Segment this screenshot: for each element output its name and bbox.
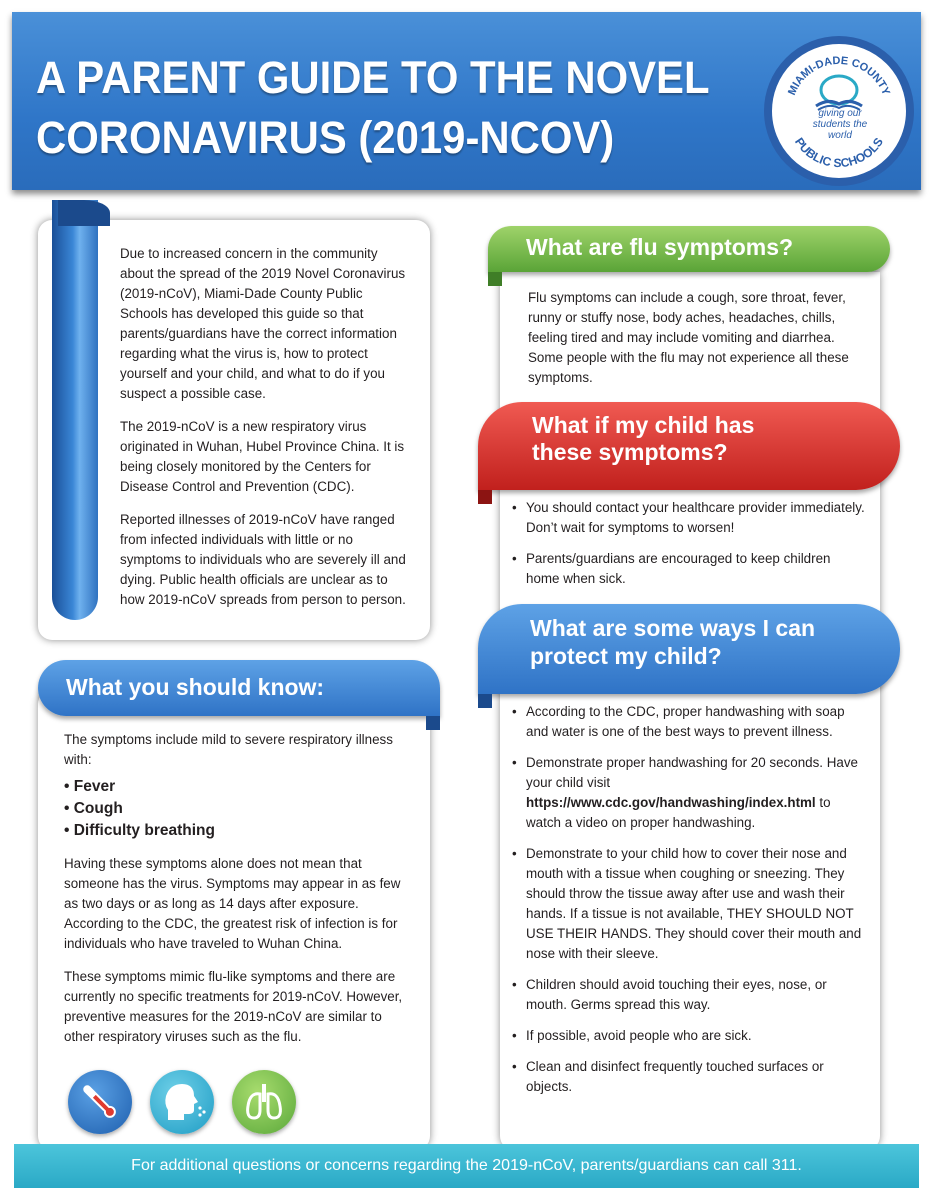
child-text: [510, 498, 866, 600]
lungs-icon: [232, 1070, 296, 1134]
protect-text: [510, 702, 866, 1108]
book-globe-icon: [816, 76, 862, 110]
page-header: [12, 12, 921, 190]
page-title: [36, 48, 710, 168]
list-item: • If possible, avoid people who are sick.: [510, 1026, 866, 1046]
flu-text: Flu symptoms can include a cough, sore throat, fever, runny or stuffy nose, body aches, headaches, chills, feeling tired and may include vomiting and diarrhea. Some people with the flu may not experience all these symptoms.: [528, 290, 849, 385]
intro-paragraph: Reported illnesses of 2019-nCoV have ranged from infected individuals with little or no symptoms to individuals who are severely ill and dying. Public health officials are unclear as to how 2019-nCoV spreads from person to person.: [120, 512, 406, 607]
title-line-1: A PARENT GUIDE TO THE NOVEL: [36, 52, 710, 103]
symptom-item: • Difficulty breathing: [64, 822, 215, 839]
logo-bottom-text: PUBLIC SCHOOLS: [792, 135, 886, 171]
child-heading-line: What if my child has: [532, 412, 755, 438]
footer-banner: For additional questions or concerns regarding the 2019-nCoV, parents/guardians can call 311.: [14, 1144, 919, 1188]
list-item: • Clean and disinfect frequently touched surfaces or objects.: [510, 1057, 866, 1097]
decorative-tube: [52, 200, 98, 620]
list-item: • According to the CDC, proper handwashing with soap and water is one of the best ways to prevent illness.: [510, 702, 866, 742]
child-heading-line: these symptoms?: [532, 439, 728, 465]
symptom-list: [64, 776, 409, 842]
flu-heading: What are flu symptoms?: [488, 226, 890, 272]
know-heading: What you should know:: [38, 660, 440, 716]
ribbon-fold: [478, 490, 492, 504]
know-paragraph: Having these symptoms alone does not mean that someone has the virus. Symptoms may appear in as few as two days or as long as 14 days after exposure. According to the CDC, the greatest risk of infection is for individuals who have traveled to Wuhan China.: [64, 856, 401, 951]
thermometer-icon: [68, 1070, 132, 1134]
ribbon-fold: [426, 716, 440, 730]
symptom-item: • Fever: [64, 778, 116, 795]
coughing-person-icon: [150, 1070, 214, 1134]
symptom-item: • Cough: [64, 800, 123, 817]
logo-top-text: MIAMI-DADE COUNTY: [786, 54, 892, 98]
decorative-tube-cap: [58, 200, 110, 226]
child-heading: [478, 402, 900, 490]
protect-heading-line: What are some ways I can: [530, 615, 816, 641]
child-list: [510, 498, 866, 589]
protect-heading-line: protect my child?: [530, 643, 722, 669]
protect-heading: [478, 604, 900, 694]
title-line-2: CORONAVIRUS (2019-NCOV): [36, 112, 615, 163]
logo-tagline: giving our students the world: [812, 108, 868, 141]
know-paragraph: These symptoms mimic flu-like symptoms and there are currently no specific treatments for 2019-nCoV. However, preventive measures for the 2019-nCoV are similar to other respiratory viruses such as the flu.: [64, 969, 403, 1044]
cdc-handwashing-link[interactable]: https://www.cdc.gov/handwashing/index.html: [526, 795, 816, 810]
protect-list: [510, 702, 866, 1097]
list-item: • Parents/guardians are encouraged to keep children home when sick.: [510, 549, 866, 589]
list-item: • Children should avoid touching their eyes, nose, or mouth. Germs spread this way.: [510, 975, 866, 1015]
list-item: • Demonstrate to your child how to cover their nose and mouth with a tissue when coughing or sneezing. They should throw the tissue away after use and wash their hands. If a tissue is not available, THEY SHOULD NOT USE THEIR HANDS. They should cover their mouth and nose with their sleeve.: [510, 844, 866, 964]
intro-text: [120, 244, 410, 623]
intro-paragraph: The 2019-nCoV is a new respiratory virus originated in Wuhan, Hubel Province China. It is being closely monitored by the Centers for Disease Control and Prevention (CDC).: [120, 419, 405, 494]
intro-paragraph: Due to increased concern in the community about the spread of the 2019 Novel Coronavirus (2019-nCoV), Miami-Dade County Public Schools has developed this guide so that parents/guardians have the correct information regarding what the virus is, how to protect yourself and your child, and what to do if you suspect a possible case.: [120, 246, 406, 401]
ribbon-fold: [488, 272, 502, 286]
know-text: [64, 730, 409, 1060]
symptoms-lead: The symptoms include mild to severe respiratory illness with:: [64, 732, 393, 767]
list-item: • Demonstrate proper handwashing for 20 seconds. Have your child visit https://www.cdc.gov/handwashing/index.html to watch a video on proper handwashing.: [510, 753, 866, 833]
list-item: • You should contact your healthcare provider immediately. Don’t wait for symptoms to worsen!: [510, 498, 866, 538]
district-logo: [764, 36, 914, 186]
ribbon-fold: [478, 694, 492, 708]
